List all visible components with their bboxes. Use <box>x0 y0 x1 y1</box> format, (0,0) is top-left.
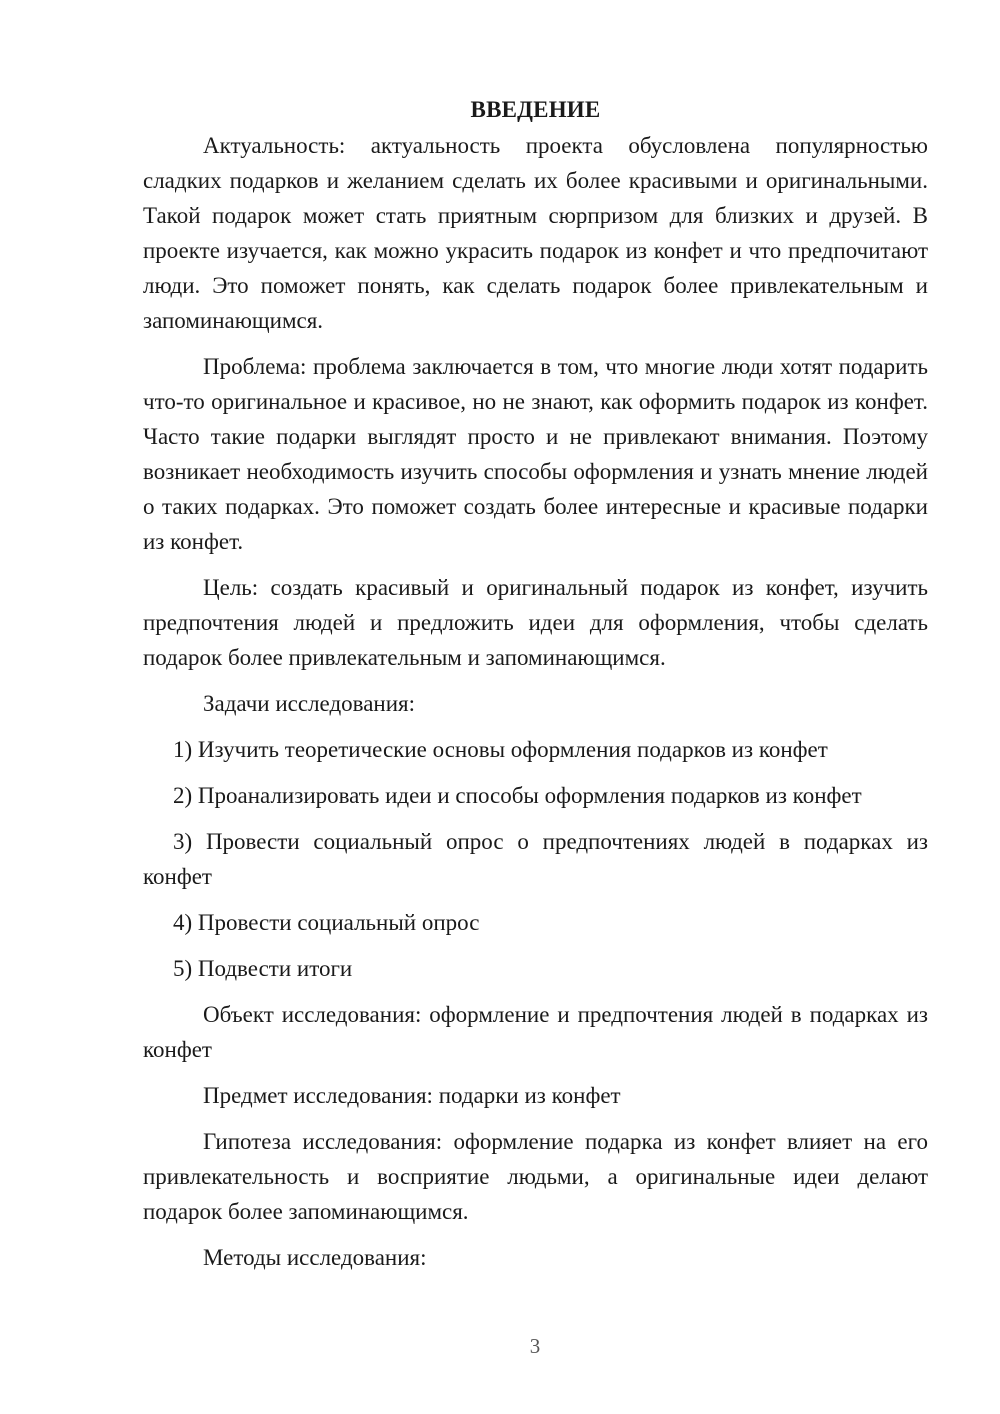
object-paragraph: Объект исследования: оформление и предпочтения людей в подарках из конфет <box>143 1002 928 1062</box>
subject-paragraph: Предмет исследования: подарки из конфет <box>203 1083 621 1108</box>
methods-title: Методы исследования: <box>203 1245 427 1270</box>
tasks-title: Задачи исследования: <box>203 691 416 716</box>
task-item-2: 2) Проанализировать идеи и способы оформления подарков из конфет <box>173 783 862 808</box>
relevance-paragraph: Актуальность: актуальность проекта обусловлена популярностью сладких подарков и желанием сделать их более красивыми и оригинальными. Такой подарок может стать приятным сюрпризом для близких и друзей. В проекте изучается, как можно украсить подарок из конфет и что предпочитают люди. Это поможет понять, как сделать подарок более привлекательным и запоминающимся. <box>143 133 928 333</box>
document-page <box>143 92 928 1275</box>
goal-paragraph: Цель: создать красивый и оригинальный подарок из конфет, изучить предпочтения людей и предложить идеи для оформления, чтобы сделать подарок более привлекательным и запоминающимся. <box>143 575 928 670</box>
task-item-4: 4) Провести социальный опрос <box>173 910 480 935</box>
task-item-3: 3) Провести социальный опрос о предпочтениях людей в подарках из конфет <box>143 829 928 889</box>
problem-paragraph: Проблема: проблема заключается в том, что многие люди хотят подарить что-то оригинальное и красивое, но не знают, как оформить подарок из конфет. Часто такие подарки выглядят просто и не привлекают внимания. Поэтому возникает необходимость изучить способы оформления и узнать мнение людей о таких подарках. Это поможет создать более интересные и красивые подарки из конфет. <box>143 354 928 554</box>
hypothesis-paragraph: Гипотеза исследования: оформление подарка из конфет влияет на его привлекательность и восприятие людьми, а оригинальные идеи делают подарок более запоминающимся. <box>143 1129 928 1224</box>
task-item-5: 5) Подвести итоги <box>173 956 353 981</box>
task-item-1: 1) Изучить теоретические основы оформления подарков из конфет <box>173 737 828 762</box>
page-number: 3 <box>529 1334 541 1358</box>
section-heading: ВВЕДЕНИЕ <box>470 97 601 122</box>
